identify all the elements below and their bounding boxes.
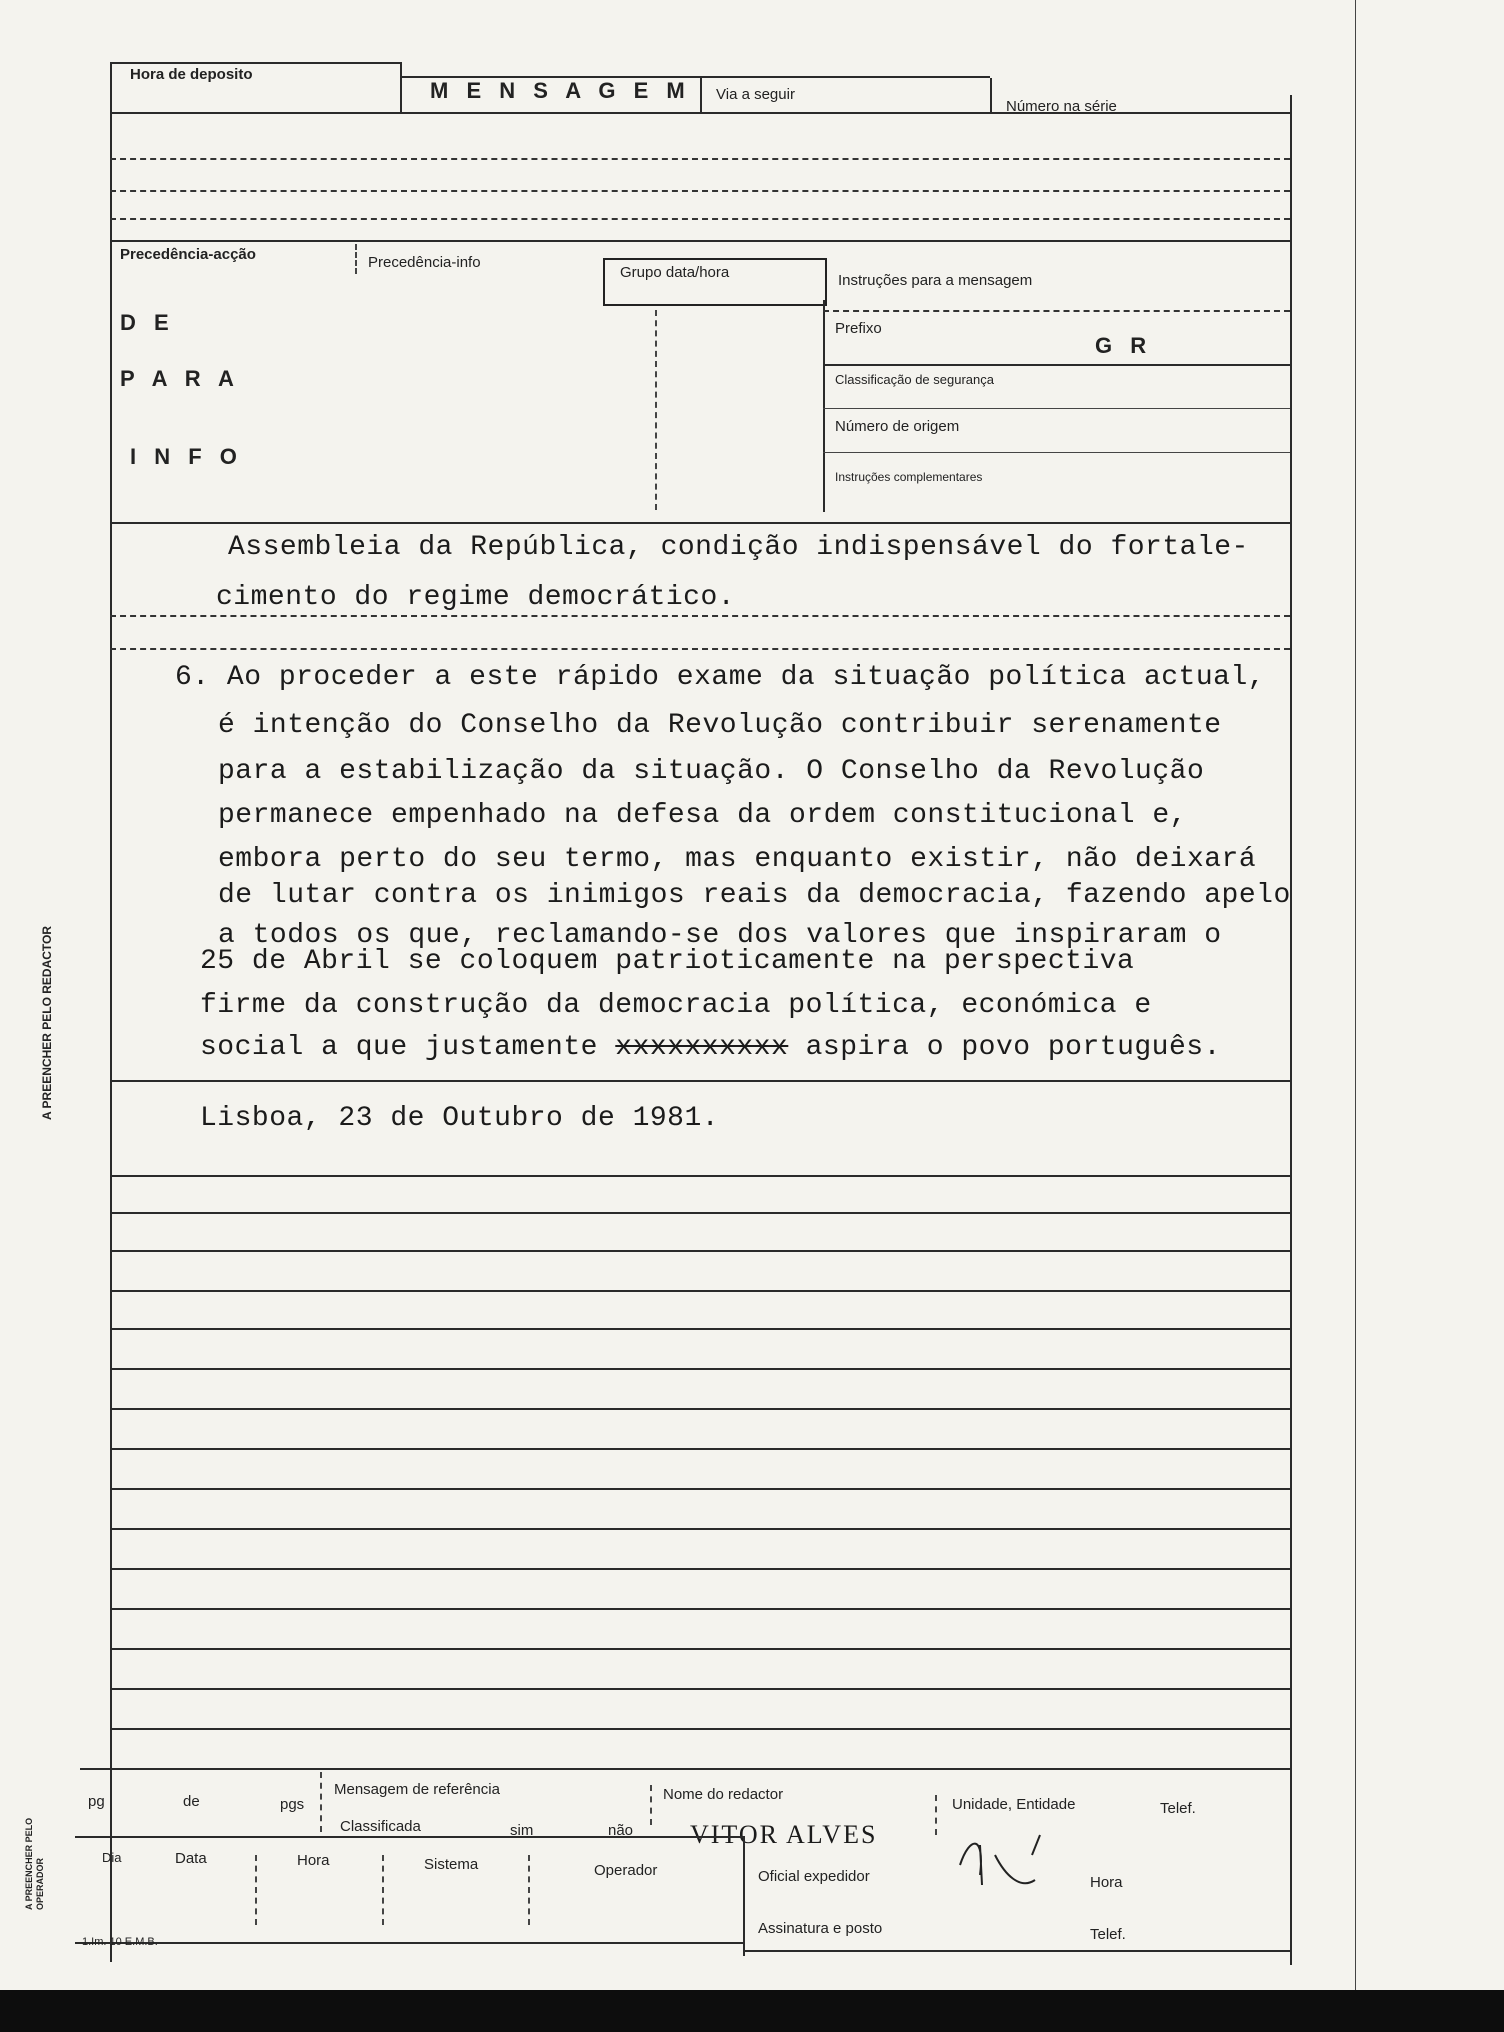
header-divider — [400, 62, 402, 114]
footer-bottom-line — [743, 1950, 1290, 1952]
sim-label: sim — [510, 1822, 534, 1839]
closing-place-date: Lisboa, 23 de Outubro de 1981. — [200, 1103, 720, 1134]
hora-label: Hora — [297, 1852, 330, 1869]
classificada-label: Classificada — [340, 1818, 421, 1835]
body-line: firme da construção da democracia política, económica e — [200, 990, 1152, 1021]
scan-bottom-edge — [0, 1990, 1504, 2032]
body-line — [200, 1032, 1221, 1063]
page-edge-line — [1355, 0, 1356, 1990]
unidade-label: Unidade, Entidade — [952, 1796, 1076, 1813]
ruled-line — [110, 1648, 1290, 1650]
via-seguir-label: Via a seguir — [716, 86, 795, 103]
prec-info-label: Precedência-info — [368, 254, 481, 271]
info-label: I N F O — [130, 444, 243, 469]
footer-mid-line — [75, 1836, 743, 1838]
ruled-line — [110, 1728, 1290, 1730]
footer-divider — [255, 1855, 257, 1925]
ruled-line — [110, 1568, 1290, 1570]
sistema-label: Sistema — [424, 1856, 479, 1873]
ruled-line — [110, 1408, 1290, 1410]
instrucoes-complementares-label: Instruções complementares — [835, 470, 983, 484]
ruled-line — [110, 648, 1290, 650]
ruled-line — [110, 1290, 1290, 1292]
routing-mid-divider — [655, 310, 657, 510]
hora2-label: Hora — [1090, 1874, 1123, 1891]
body-line: 25 de Abril se coloquem patrioticamente na perspectiva — [200, 946, 1135, 977]
footer-divider — [935, 1795, 937, 1835]
body-line: cimento do regime democrático. — [216, 582, 736, 613]
struck-out-word: xxxxxxxxxx — [615, 1032, 789, 1063]
ruled-line — [110, 1688, 1290, 1690]
body-line: 6. Ao proceder a este rápido exame da situação política actual, — [175, 662, 1266, 693]
signature-scribble — [940, 1825, 1060, 1895]
numero-serie-label: Número na série — [1006, 98, 1117, 115]
grupo-data-hora-label: Grupo data/hora — [620, 264, 730, 281]
footer-bottom-line — [75, 1942, 743, 1944]
body-text: aspira o povo português. — [805, 1032, 1221, 1063]
classificacao-label: Classificação de segurança — [835, 372, 994, 387]
footer-top-line — [80, 1768, 1290, 1770]
instrucoes-label: Instruções para a mensagem — [838, 272, 1033, 289]
de-label-footer: de — [183, 1793, 200, 1810]
classificacao-line — [823, 408, 1290, 409]
ruled-line — [110, 1488, 1290, 1490]
pgs-label: pgs — [280, 1796, 305, 1813]
body-line: para a estabilização da situação. O Conselho da Revolução — [218, 756, 1205, 787]
blank-line — [110, 190, 1290, 192]
operador-label: Operador — [594, 1862, 658, 1879]
nome-redactor-label: Nome do redactor — [663, 1786, 784, 1803]
ruled-line — [110, 1528, 1290, 1530]
routing-right-divider — [823, 300, 825, 512]
page-title: M E N S A G E M — [430, 78, 691, 103]
body-line: permanece empenhado na defesa da ordem constitucional e, — [218, 800, 1187, 831]
ruled-line — [110, 1250, 1290, 1252]
header-divider — [700, 76, 702, 114]
pg-label: pg — [88, 1793, 105, 1810]
ruled-line — [110, 615, 1290, 617]
form-code: 1.Im. 10 E.M.B. — [82, 1936, 158, 1948]
ruled-line — [110, 1080, 1290, 1082]
prefixo-line — [823, 364, 1290, 366]
routing-bottom-line — [110, 522, 1290, 524]
blank-line — [110, 158, 1290, 160]
numero-origem-line — [823, 452, 1290, 453]
footer-operator-divider — [743, 1836, 745, 1956]
instrucoes-line — [823, 310, 1290, 312]
ruled-line — [110, 1212, 1290, 1214]
hora-deposito-label: Hora de deposito — [130, 66, 253, 83]
ruled-line — [110, 1368, 1290, 1370]
footer-divider — [382, 1855, 384, 1925]
data-label: Data — [175, 1850, 207, 1867]
prefixo-value: G R — [1095, 333, 1153, 358]
body-line: Assembleia da República, condição indispensável do fortale- — [228, 532, 1249, 563]
nao-label: não — [608, 1822, 634, 1839]
body-text: social a que justamente — [200, 1032, 598, 1063]
assinatura-label: Assinatura e posto — [758, 1920, 883, 1937]
numero-origem-label: Número de origem — [835, 418, 960, 435]
body-line: embora perto do seu termo, mas enquanto existir, não deixará — [218, 844, 1257, 875]
redactor-sidebar-label: A PREENCHER PELO REDACTOR — [40, 925, 54, 1120]
telef2-label: Telef. — [1090, 1926, 1126, 1943]
oficial-expedidor-label: Oficial expedidor — [758, 1868, 870, 1885]
dia-label: Dia — [102, 1850, 122, 1865]
de-label: D E — [120, 310, 175, 335]
redactor-name: VITOR ALVES — [690, 1820, 878, 1849]
blank-line — [110, 218, 1290, 220]
ruled-line — [110, 1448, 1290, 1450]
telef-label: Telef. — [1160, 1800, 1196, 1817]
body-line: é intenção do Conselho da Revolução contribuir serenamente — [218, 710, 1222, 741]
form-left-border — [110, 62, 112, 1962]
ruled-line — [110, 1175, 1290, 1177]
ruled-line — [110, 1608, 1290, 1610]
header-top-line — [110, 62, 400, 64]
para-label: P A R A — [120, 366, 240, 391]
routing-divider — [355, 244, 357, 274]
ruled-line — [110, 1328, 1290, 1330]
footer-divider — [528, 1855, 530, 1925]
prefixo-label: Prefixo — [835, 320, 882, 337]
footer-divider — [320, 1772, 322, 1832]
body-line: a todos os que, reclamando-se dos valores que inspiraram o — [218, 920, 1222, 951]
operador-sidebar-label: A PREENCHER PELO OPERADOR — [24, 1817, 45, 1910]
body-line: de lutar contra os inimigos reais da democracia, fazendo apelo — [218, 880, 1291, 911]
routing-top-line — [110, 240, 1290, 242]
mensagem-referencia-label: Mensagem de referência — [334, 1781, 500, 1798]
form-right-border — [1290, 95, 1292, 1965]
prec-accao-label: Precedência-acção — [120, 246, 256, 263]
footer-divider — [650, 1785, 652, 1825]
header-divider — [990, 78, 992, 114]
